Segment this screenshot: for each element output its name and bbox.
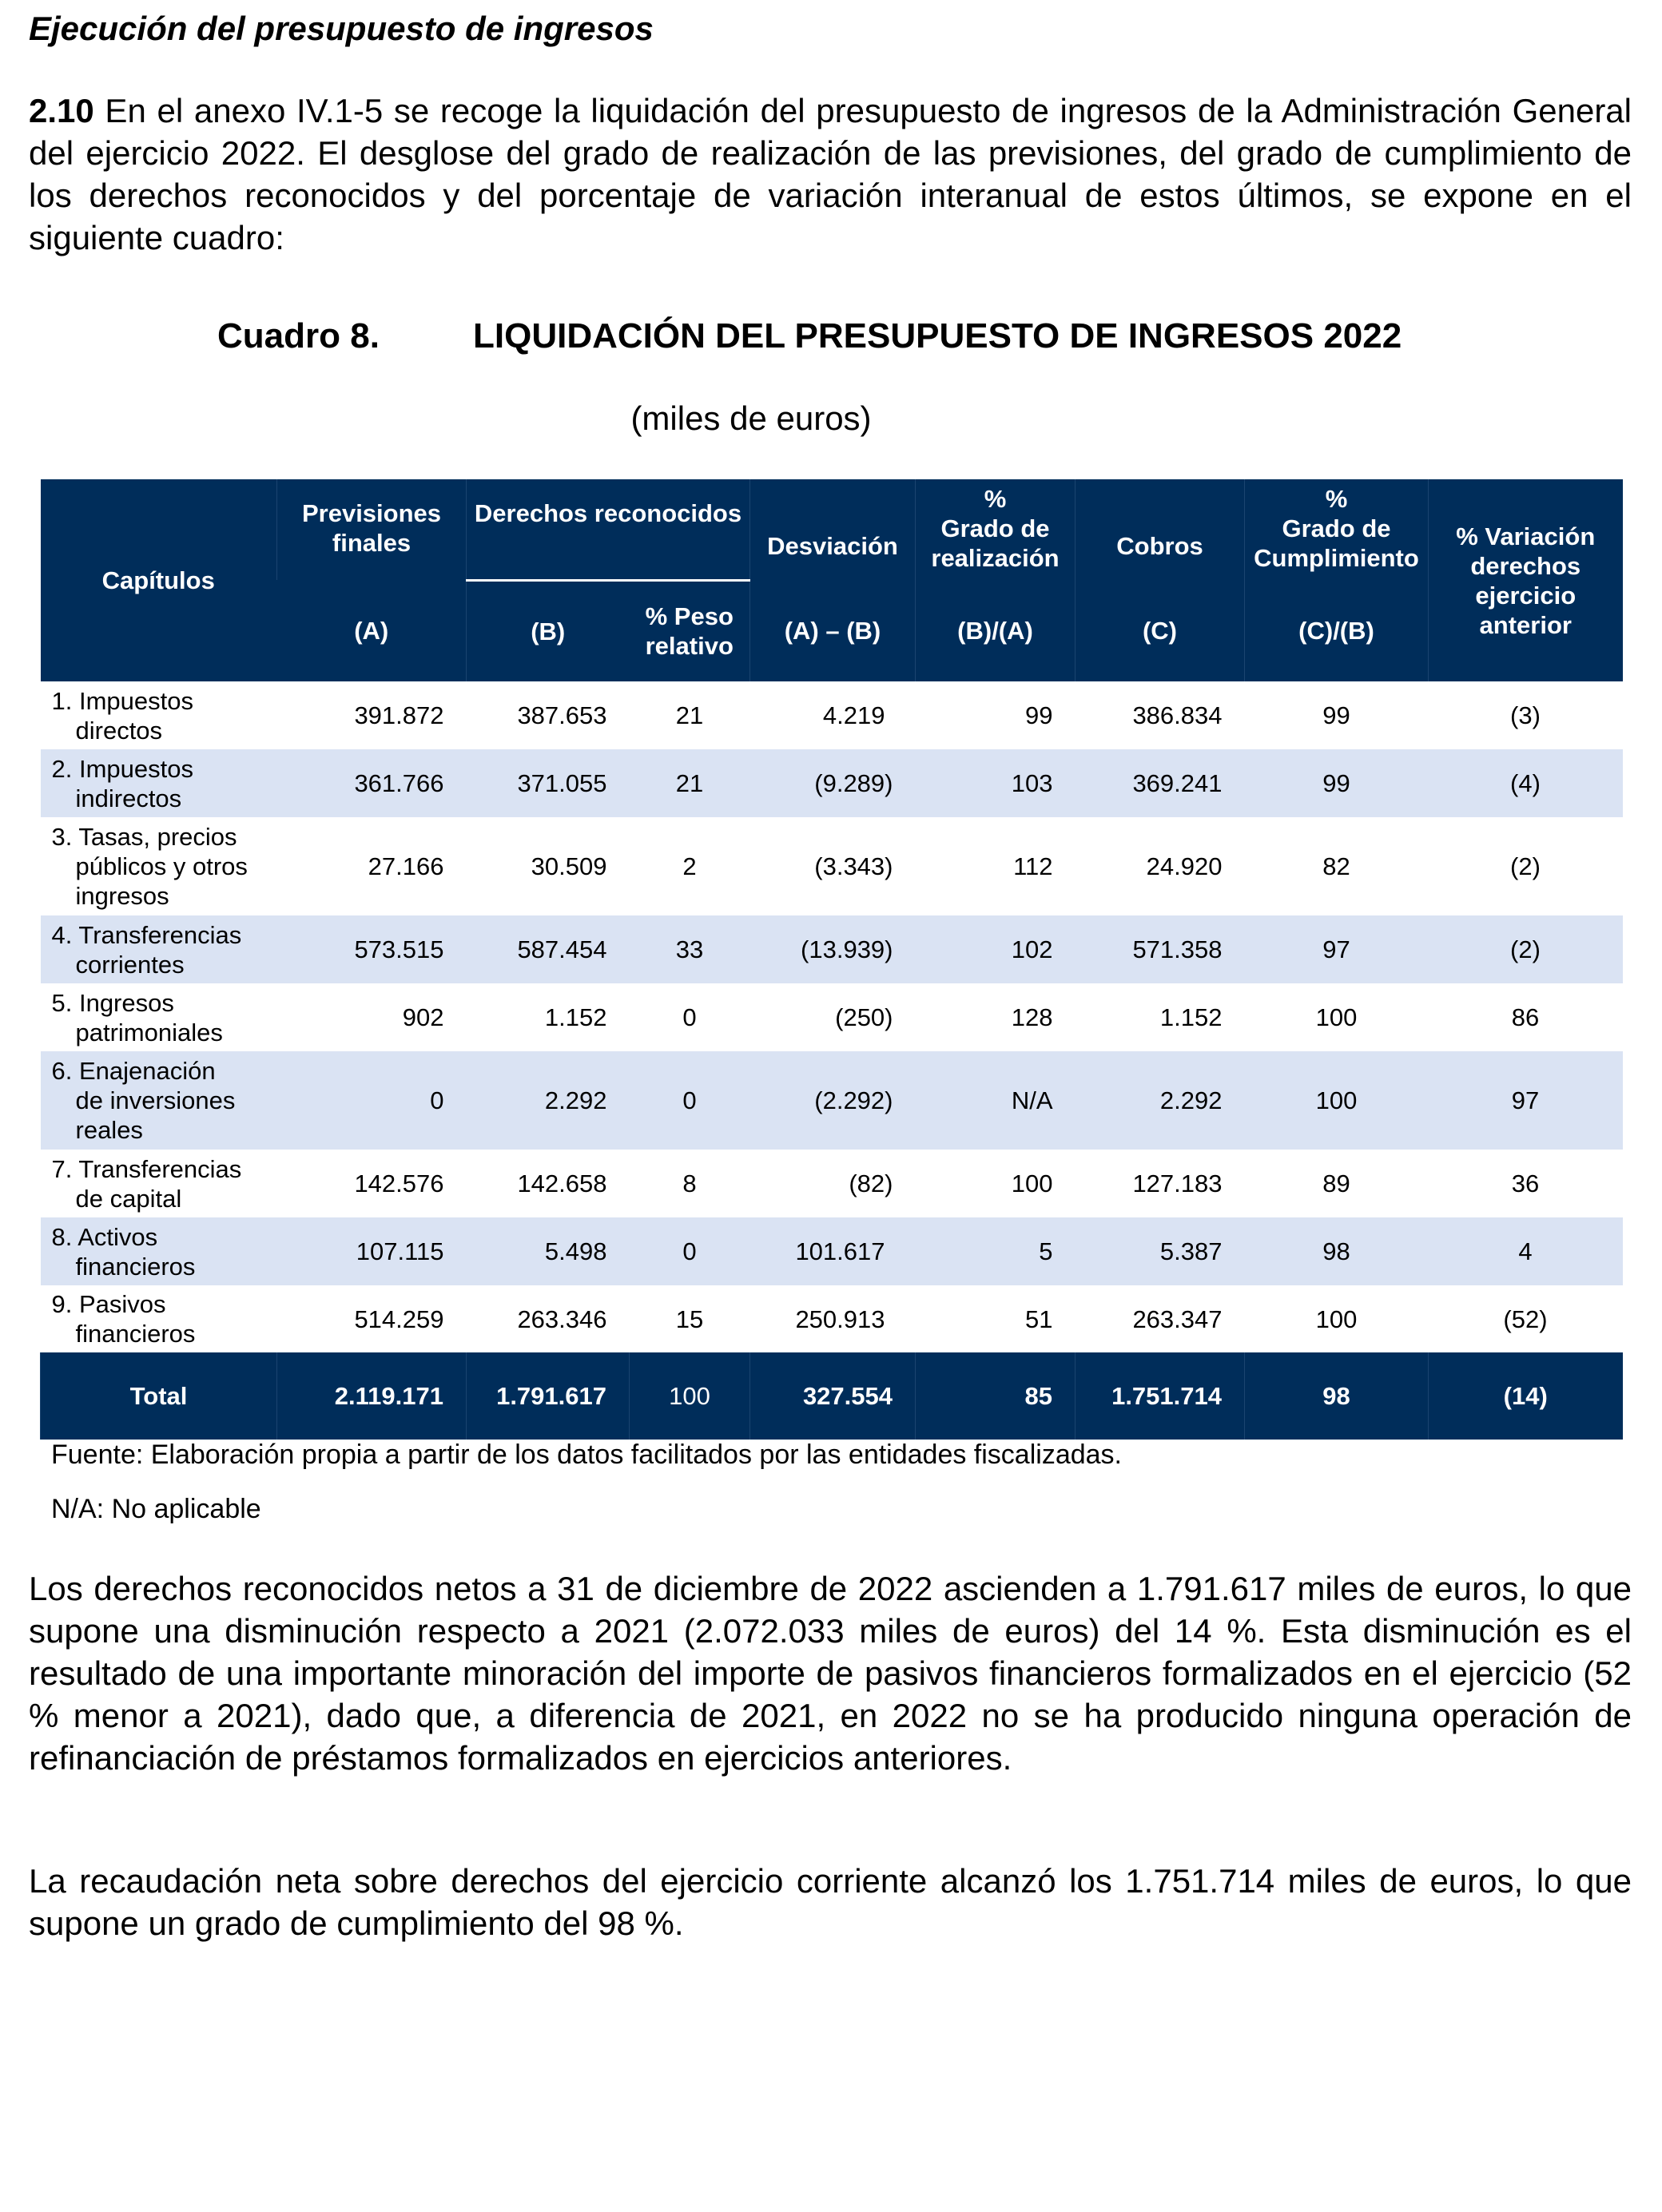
header-derechos: Derechos reconocidos bbox=[467, 479, 750, 580]
paragraph-recaudacion: La recaudación neta sobre derechos del ejercicio corriente alcanzó los 1.751.714 miles de euros, lo que supone un grado de cumplimiento del 98 %. bbox=[29, 1862, 1632, 1942]
section-title: Ejecución del presupuesto de ingresos bbox=[29, 10, 654, 47]
cell-cump: 98 bbox=[1245, 1217, 1429, 1285]
cell-desv: 250.913 bbox=[795, 1305, 885, 1333]
cell-desv: (82) bbox=[849, 1170, 893, 1197]
cell-real: 99 bbox=[1025, 701, 1053, 729]
cell-a: 514.259 bbox=[354, 1305, 444, 1333]
header-a: (A) bbox=[277, 580, 467, 681]
cell-cobros: 5.387 bbox=[1076, 1217, 1245, 1285]
row-label bbox=[41, 681, 277, 749]
cell-b: 371.055 bbox=[467, 749, 630, 817]
cell-peso: 15 bbox=[675, 1305, 704, 1333]
chapter-name: 2. Impuestos bbox=[51, 754, 193, 783]
cell-real: N/A bbox=[916, 1051, 1076, 1150]
table-row bbox=[41, 817, 1623, 915]
chapter-name-cont: financieros bbox=[75, 1252, 196, 1281]
cell-cump: 89 bbox=[1322, 1170, 1350, 1197]
cell-desv: (2.292) bbox=[750, 1051, 916, 1150]
caption-title: LIQUIDACIÓN DEL PRESUPUESTO DE INGRESOS 2022 bbox=[473, 316, 1402, 355]
caption-number: Cuadro 8. bbox=[217, 316, 380, 355]
source-note: Fuente: Elaboración propia a partir de los datos facilitados por las entidades fiscalizadas. bbox=[51, 1440, 1122, 1470]
cell-var: (4) bbox=[1429, 749, 1623, 817]
table-row bbox=[41, 1285, 1623, 1352]
cell-b: 5.498 bbox=[467, 1217, 630, 1285]
header-variacion: % Variación derechos ejercicio anterior bbox=[1429, 479, 1623, 681]
header-cb: (C)/(B) bbox=[1245, 580, 1429, 681]
chapter-name: 8. Activos bbox=[51, 1222, 158, 1251]
cell-real: 128 bbox=[1011, 1003, 1053, 1031]
cell-desv: 4.219 bbox=[822, 701, 885, 729]
cell-peso: 21 bbox=[675, 701, 704, 729]
table-caption bbox=[217, 316, 1402, 356]
chapter-name-cont: de capital bbox=[75, 1184, 182, 1213]
cell-real: 51 bbox=[1025, 1305, 1053, 1333]
chapter-name-cont: de inversiones reales bbox=[75, 1086, 236, 1144]
cell-a: 361.766 bbox=[277, 749, 467, 817]
cell-cobros: 263.347 bbox=[1132, 1305, 1223, 1333]
chapter-name-cont: financieros bbox=[75, 1320, 196, 1348]
paragraph-derechos: Los derechos reconocidos netos a 31 de diciembre de 2022 ascienden a 1.791.617 miles de euros, lo que supone una disminución respecto a 2021 (2.072.033 miles de euros) del 14 %. Esta disminución es el resultado de una importante minoración del importe de pasivos financieros formalizados en el ejercicio (52 % menor a 2021), dado que, a diferencia de 2021, en 2022 no se ha producido ninguna operación de refinanciación de préstamos formalizados en ejercicios anteriores. bbox=[29, 1570, 1632, 1777]
cell-cump: 100 bbox=[1245, 1051, 1429, 1150]
cell-b: 387.653 bbox=[517, 701, 607, 729]
cell-cobros: 24.920 bbox=[1146, 852, 1223, 880]
cell-a: 0 bbox=[277, 1051, 467, 1150]
cell-real: 5 bbox=[916, 1217, 1076, 1285]
total-cobros: 1.751.714 bbox=[1076, 1352, 1245, 1440]
cell-var: (3) bbox=[1510, 701, 1541, 729]
cell-peso: 0 bbox=[630, 1217, 750, 1285]
na-note: N/A: No aplicable bbox=[51, 1494, 261, 1524]
chapter-name: 6. Enajenación bbox=[51, 1057, 216, 1085]
cell-desv: (13.939) bbox=[750, 915, 916, 983]
table-row bbox=[41, 681, 1623, 749]
cell-cump: 99 bbox=[1245, 749, 1429, 817]
cell-real: 103 bbox=[916, 749, 1076, 817]
row-label bbox=[41, 1150, 277, 1217]
header-ba: (B)/(A) bbox=[916, 580, 1076, 681]
row-label bbox=[41, 983, 277, 1051]
chapter-name: 5. Ingresos bbox=[51, 988, 174, 1017]
cell-peso: 33 bbox=[630, 915, 750, 983]
table-row bbox=[41, 983, 1623, 1051]
cell-cump: 82 bbox=[1322, 852, 1350, 880]
total-peso: 100 bbox=[630, 1352, 750, 1440]
chapter-name: 1. Impuestos bbox=[51, 686, 193, 715]
cell-desv: (9.289) bbox=[750, 749, 916, 817]
cell-b: 2.292 bbox=[467, 1051, 630, 1150]
chapter-name-cont: públicos y otros ingresos bbox=[75, 852, 248, 910]
cell-var: (52) bbox=[1503, 1305, 1548, 1333]
header-c: (C) bbox=[1076, 580, 1245, 681]
chapter-name-cont: directos bbox=[75, 716, 163, 745]
cell-b: 30.509 bbox=[531, 852, 607, 880]
cell-cobros: 1.152 bbox=[1159, 1003, 1223, 1031]
cell-a: 107.115 bbox=[277, 1217, 467, 1285]
realizacion-label: Grado de realización bbox=[931, 514, 1060, 572]
cell-var: (2) bbox=[1429, 915, 1623, 983]
cell-real: 112 bbox=[1013, 852, 1053, 880]
cell-a: 27.166 bbox=[368, 852, 444, 880]
cell-a: 142.576 bbox=[354, 1170, 444, 1197]
cell-b: 587.454 bbox=[467, 915, 630, 983]
cell-cump: 97 bbox=[1245, 915, 1429, 983]
intro-paragraph bbox=[29, 89, 1632, 259]
table-row bbox=[41, 915, 1623, 983]
cell-peso: 2 bbox=[682, 852, 697, 880]
cell-cobros: 571.358 bbox=[1076, 915, 1245, 983]
table-row bbox=[41, 749, 1623, 817]
total-b: 1.791.617 bbox=[467, 1352, 630, 1440]
cell-b: 1.152 bbox=[544, 1003, 607, 1031]
chapter-name: 7. Transferencias bbox=[51, 1154, 242, 1183]
cell-peso: 8 bbox=[682, 1170, 697, 1197]
cell-a: 902 bbox=[402, 1003, 444, 1031]
total-cump: 98 bbox=[1245, 1352, 1429, 1440]
header-realizacion bbox=[916, 479, 1076, 580]
total-real: 85 bbox=[916, 1352, 1076, 1440]
cell-peso: 0 bbox=[630, 1051, 750, 1150]
cell-peso: 0 bbox=[682, 1003, 697, 1031]
paragraph-number: 2.10 bbox=[29, 92, 94, 129]
header-capitulos: Capítulos bbox=[41, 479, 277, 681]
total-label: Total bbox=[41, 1352, 277, 1440]
total-desv: 327.554 bbox=[750, 1352, 916, 1440]
row-label bbox=[41, 915, 277, 983]
header-desviacion: Desviación bbox=[750, 479, 916, 580]
cell-cobros: 386.834 bbox=[1132, 701, 1223, 729]
cell-desv: (3.343) bbox=[814, 852, 893, 880]
cell-var: 4 bbox=[1429, 1217, 1623, 1285]
cell-cump: 100 bbox=[1315, 1003, 1358, 1031]
cell-desv: (250) bbox=[835, 1003, 893, 1031]
cell-real: 102 bbox=[916, 915, 1076, 983]
budget-table bbox=[40, 479, 1623, 1440]
chapter-name: 9. Pasivos bbox=[51, 1290, 166, 1318]
intro-text: En el anexo IV.1-5 se recoge la liquidación del presupuesto de ingresos de la Administración General del ejercicio 2022. El desglose del grado de realización de las previsiones, del grado de cumplimiento de los derechos reconocidos y del porcentaje de variación interanual de estos últimos, se expone en el siguiente cuadro: bbox=[29, 92, 1632, 256]
header-peso: % Peso relativo bbox=[630, 580, 750, 681]
cumplimiento-label: Grado de Cumplimiento bbox=[1254, 514, 1419, 572]
table-units: (miles de euros) bbox=[630, 399, 872, 437]
cell-peso: 21 bbox=[630, 749, 750, 817]
chapter-name: 3. Tasas, precios bbox=[51, 823, 237, 851]
cell-cobros: 2.292 bbox=[1076, 1051, 1245, 1150]
row-label bbox=[41, 749, 277, 817]
cell-cump: 99 bbox=[1322, 701, 1350, 729]
cell-var: (2) bbox=[1510, 852, 1541, 880]
row-label bbox=[41, 817, 277, 915]
cell-b: 142.658 bbox=[517, 1170, 607, 1197]
pct-label: % bbox=[984, 485, 1007, 513]
row-label bbox=[41, 1285, 277, 1352]
total-a: 2.119.171 bbox=[277, 1352, 467, 1440]
row-label bbox=[41, 1217, 277, 1285]
cell-a: 391.872 bbox=[354, 701, 444, 729]
cell-real: 100 bbox=[1011, 1170, 1053, 1197]
chapter-name-cont: corrientes bbox=[75, 950, 185, 979]
header-cobros: Cobros bbox=[1076, 479, 1245, 580]
cell-var: 36 bbox=[1511, 1170, 1540, 1197]
cell-cump: 100 bbox=[1315, 1305, 1358, 1333]
table-row bbox=[41, 1150, 1623, 1217]
total-row bbox=[41, 1352, 1623, 1440]
cell-cobros: 369.241 bbox=[1076, 749, 1245, 817]
cell-var: 97 bbox=[1429, 1051, 1623, 1150]
chapter-name: 4. Transferencias bbox=[51, 920, 242, 949]
cell-b: 263.346 bbox=[517, 1305, 607, 1333]
chapter-name-cont: indirectos bbox=[75, 784, 182, 812]
cell-var: 86 bbox=[1511, 1003, 1540, 1031]
cell-desv: 101.617 bbox=[750, 1217, 916, 1285]
chapter-name-cont: patrimoniales bbox=[75, 1018, 223, 1046]
header-b: (B) bbox=[467, 580, 630, 681]
cell-cobros: 127.183 bbox=[1132, 1170, 1223, 1197]
header-previsiones: Previsiones finales bbox=[277, 479, 467, 580]
header-a-b: (A) – (B) bbox=[750, 580, 916, 681]
cell-a: 573.515 bbox=[277, 915, 467, 983]
row-label bbox=[41, 1051, 277, 1150]
table-row bbox=[41, 1217, 1623, 1285]
pct-label: % bbox=[1325, 485, 1348, 513]
table-row bbox=[41, 1051, 1623, 1150]
header-cumplimiento bbox=[1245, 479, 1429, 580]
total-var: (14) bbox=[1429, 1352, 1623, 1440]
